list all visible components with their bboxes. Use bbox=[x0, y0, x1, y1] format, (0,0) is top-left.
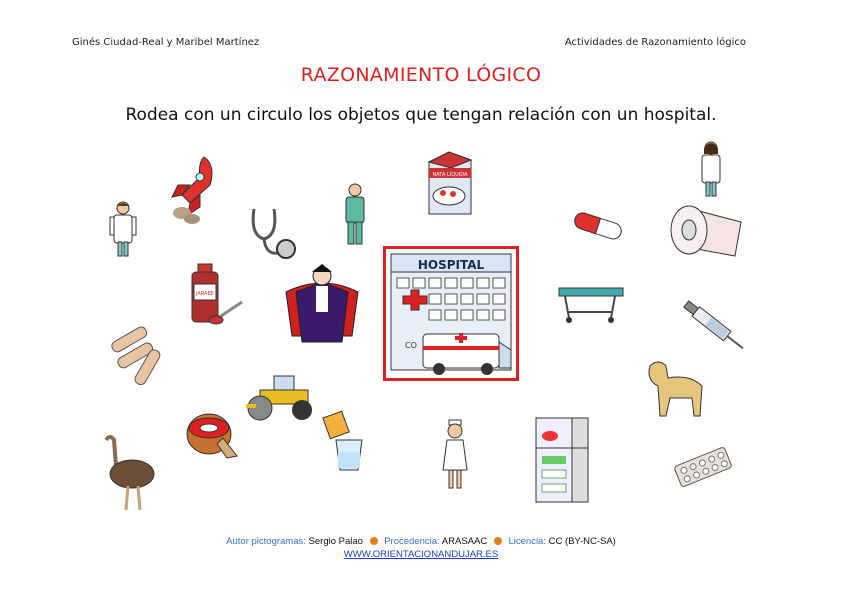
bullet-dot-icon bbox=[370, 537, 378, 545]
header-right-text: Actividades de Razonamiento lógico bbox=[564, 37, 746, 48]
header-left-text: Ginés Ciudad-Real y Maribel Martínez bbox=[72, 37, 260, 48]
syrup-label: JARABE bbox=[195, 291, 215, 297]
stethoscope-icon[interactable] bbox=[248, 205, 298, 263]
cream-carton-label: NATA LÍQUIDA bbox=[432, 172, 468, 178]
page-title: RAZONAMIENTO LÓGICO bbox=[300, 64, 542, 86]
nurse-woman-icon[interactable] bbox=[437, 420, 473, 492]
dracula-icon[interactable] bbox=[282, 262, 362, 348]
doctor-icon[interactable] bbox=[108, 200, 138, 262]
syrup-bottle-icon[interactable] bbox=[188, 262, 250, 328]
license-label: Licencia: bbox=[508, 536, 546, 547]
pill-blister-icon[interactable] bbox=[672, 444, 734, 490]
cream-carton-icon[interactable] bbox=[425, 150, 475, 218]
author-value: Sergio Palao bbox=[308, 536, 363, 547]
medical-tape-icon[interactable] bbox=[183, 408, 239, 462]
source-value: ARASAAC bbox=[441, 536, 488, 547]
hospital-card bbox=[383, 246, 519, 381]
lioness-icon[interactable] bbox=[640, 356, 708, 420]
rocket-icon[interactable] bbox=[170, 155, 220, 227]
nurse-man-icon[interactable] bbox=[342, 182, 368, 248]
footer bbox=[0, 535, 842, 561]
doctor-woman-icon[interactable] bbox=[696, 140, 726, 200]
stretcher-icon[interactable] bbox=[555, 278, 627, 326]
source-label: Procedencia: bbox=[384, 536, 440, 547]
medicine-sachet-icon[interactable] bbox=[322, 412, 368, 472]
pill-icon[interactable] bbox=[570, 210, 626, 242]
syringe-icon[interactable] bbox=[676, 294, 752, 360]
license-value: CC (BY-NC-SA) bbox=[548, 536, 616, 547]
fridge-icon[interactable] bbox=[528, 416, 590, 504]
road-roller-icon[interactable] bbox=[246, 374, 316, 422]
website-link[interactable]: WWW.ORIENTACIONANDUJAR.ES bbox=[343, 549, 499, 560]
bandage-roll-icon[interactable] bbox=[665, 200, 745, 262]
ostrich-icon[interactable] bbox=[100, 432, 162, 512]
ambulance-text: CO bbox=[405, 341, 417, 350]
hospital-label: HOSPITAL bbox=[417, 258, 485, 272]
credits-line bbox=[0, 535, 842, 548]
author-label: Autor pictogramas: bbox=[226, 536, 306, 547]
bullet-dot-icon bbox=[494, 537, 502, 545]
band-aids-icon[interactable] bbox=[108, 322, 168, 384]
instruction-text: Rodea con un circulo los objetos que tengan relación con un hospital. bbox=[125, 105, 717, 125]
